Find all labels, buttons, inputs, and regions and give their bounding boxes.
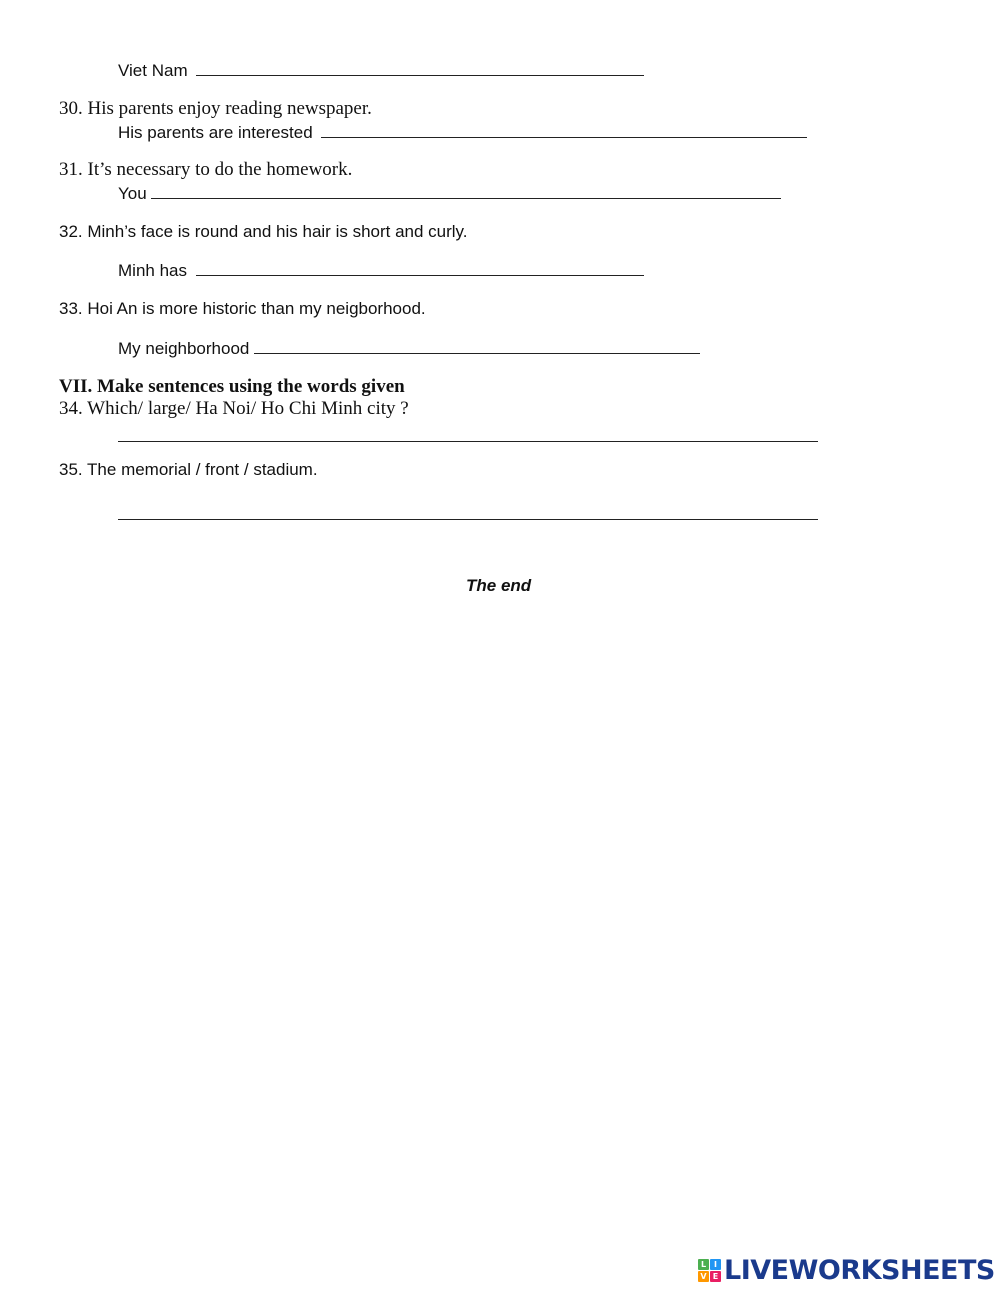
q32-question: 32. Minh’s face is round and his hair is short and curly. xyxy=(59,222,468,241)
q31-answer-line[interactable] xyxy=(151,183,781,199)
q29-answer-row xyxy=(118,60,644,81)
q33-prompt: My neighborhood xyxy=(118,339,250,358)
logo-cube-l: L xyxy=(698,1259,709,1270)
q30-answer-row xyxy=(118,122,807,143)
end-text: The end xyxy=(466,576,532,595)
section-7-heading: VII. Make sentences using the words given xyxy=(59,376,405,397)
q33-answer-row xyxy=(118,338,700,359)
logo-cube-v: V xyxy=(698,1271,709,1282)
q29-prompt: Viet Nam xyxy=(118,61,188,80)
logo-cube-i: I xyxy=(710,1259,721,1270)
q31-question: 31. It’s necessary to do the homework. xyxy=(59,159,353,180)
q35-answer-line[interactable] xyxy=(118,518,818,520)
logo-cubes-icon xyxy=(698,1259,721,1282)
q30-question: 30. His parents enjoy reading newspaper. xyxy=(59,98,372,119)
q29-answer-line[interactable] xyxy=(196,60,644,76)
q30-prompt: His parents are interested xyxy=(118,123,313,142)
q32-answer-row xyxy=(118,260,644,281)
q30-answer-line[interactable] xyxy=(321,122,807,138)
logo-cube-e: E xyxy=(710,1271,721,1282)
q31-prompt: You xyxy=(118,184,147,203)
q34-answer-line[interactable] xyxy=(118,440,818,442)
liveworksheets-logo xyxy=(698,1255,995,1286)
q35-question: 35. The memorial / front / stadium. xyxy=(59,460,318,479)
q34-question: 34. Which/ large/ Ha Noi/ Ho Chi Minh city ? xyxy=(59,398,409,419)
q33-question: 33. Hoi An is more historic than my neigborhood. xyxy=(59,299,426,318)
logo-text: LIVEWORKSHEETS xyxy=(724,1255,995,1286)
q32-answer-line[interactable] xyxy=(196,260,644,276)
q32-prompt: Minh has xyxy=(118,261,187,280)
q33-answer-line[interactable] xyxy=(254,338,700,354)
q31-answer-row xyxy=(118,183,781,204)
